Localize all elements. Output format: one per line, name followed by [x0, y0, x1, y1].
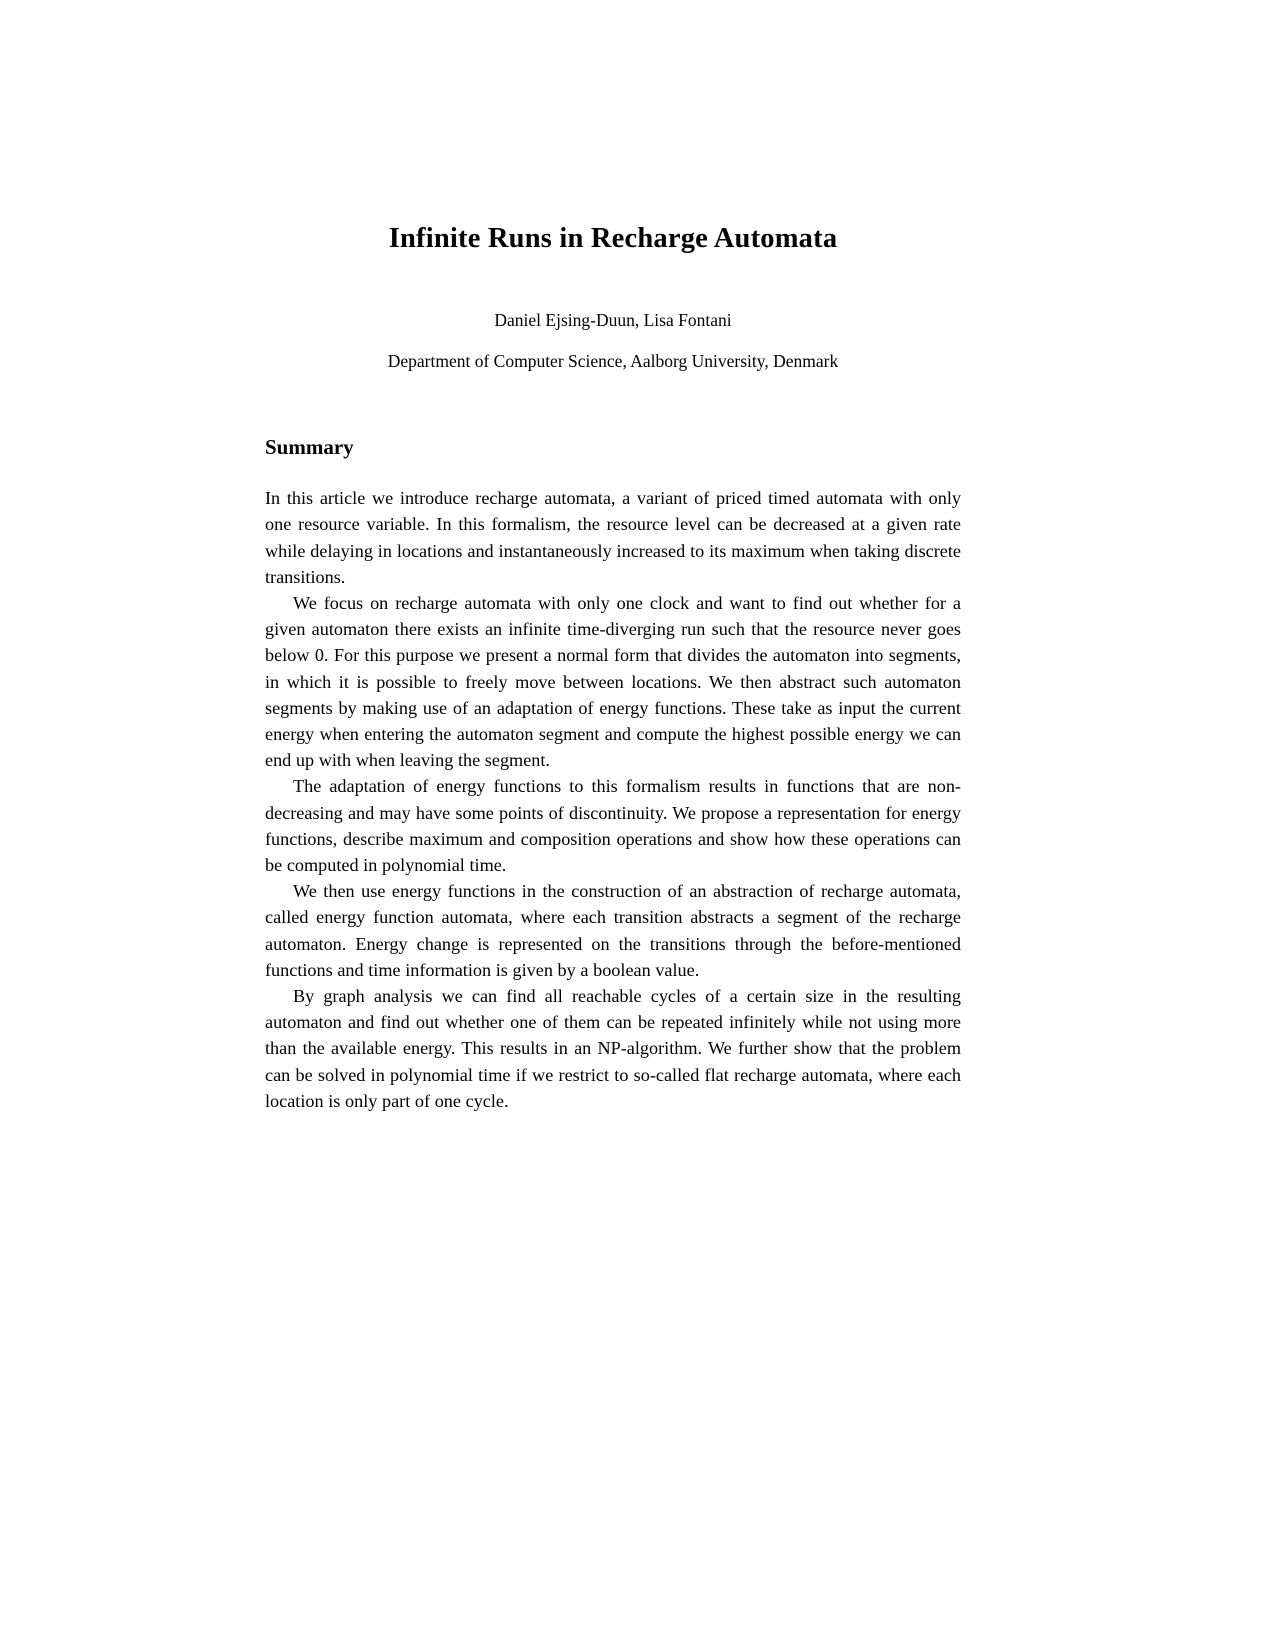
summary-body [265, 460, 961, 1114]
affiliation-line: Department of Computer Science, Aalborg University, Denmark [387, 351, 839, 372]
page-title: Infinite Runs in Recharge Automata [388, 223, 838, 254]
paragraph: We then use energy functions in the construction of an abstraction of recharge automata, called energy function automata, where each transition abstracts a segment of the recharge automaton. Energy change is represented on the transitions through the before-mentioned functions and time information is given by a boolean value. [265, 881, 961, 980]
paragraph: We focus on recharge automata with only one clock and want to find out whether for a given automaton there exists an infinite time-diverging run such that the resource never goes below 0. For this purpose we present a normal form that divides the automaton into segments, in which it is possible to freely move between locations. We then abstract such automaton segments by making use of an adaptation of energy functions. These take as input the current energy when entering the automaton segment and compute the highest possible energy we can end up with when leaving the segment. [265, 592, 961, 771]
paragraph: In this article we introduce recharge automata, a variant of priced timed automata with only one resource variable. In this formalism, the resource level can be decreased at a given rate while delaying in locations and instantaneously increased to its maximum when taking discrete transitions. [265, 488, 961, 587]
page-content [265, 0, 961, 1114]
paragraph: By graph analysis we can find all reachable cycles of a certain size in the resulting automaton and find out whether one of them can be repeated infinitely while not using more than the available energy. This results in an NP-algorithm. We further show that the problem can be solved in polynomial time if we restrict to so-called flat recharge automata, where each location is only part of one cycle. [265, 985, 961, 1111]
section-heading-summary: Summary [265, 434, 354, 459]
author-list: Daniel Ejsing-Duun, Lisa Fontani [494, 310, 732, 331]
paragraph: The adaptation of energy functions to this formalism results in functions that are non-decreasing and may have some points of discontinuity. We propose a representation for energy functions, describe maximum and composition operations and show how these operations can be computed in polynomial time. [265, 776, 961, 875]
